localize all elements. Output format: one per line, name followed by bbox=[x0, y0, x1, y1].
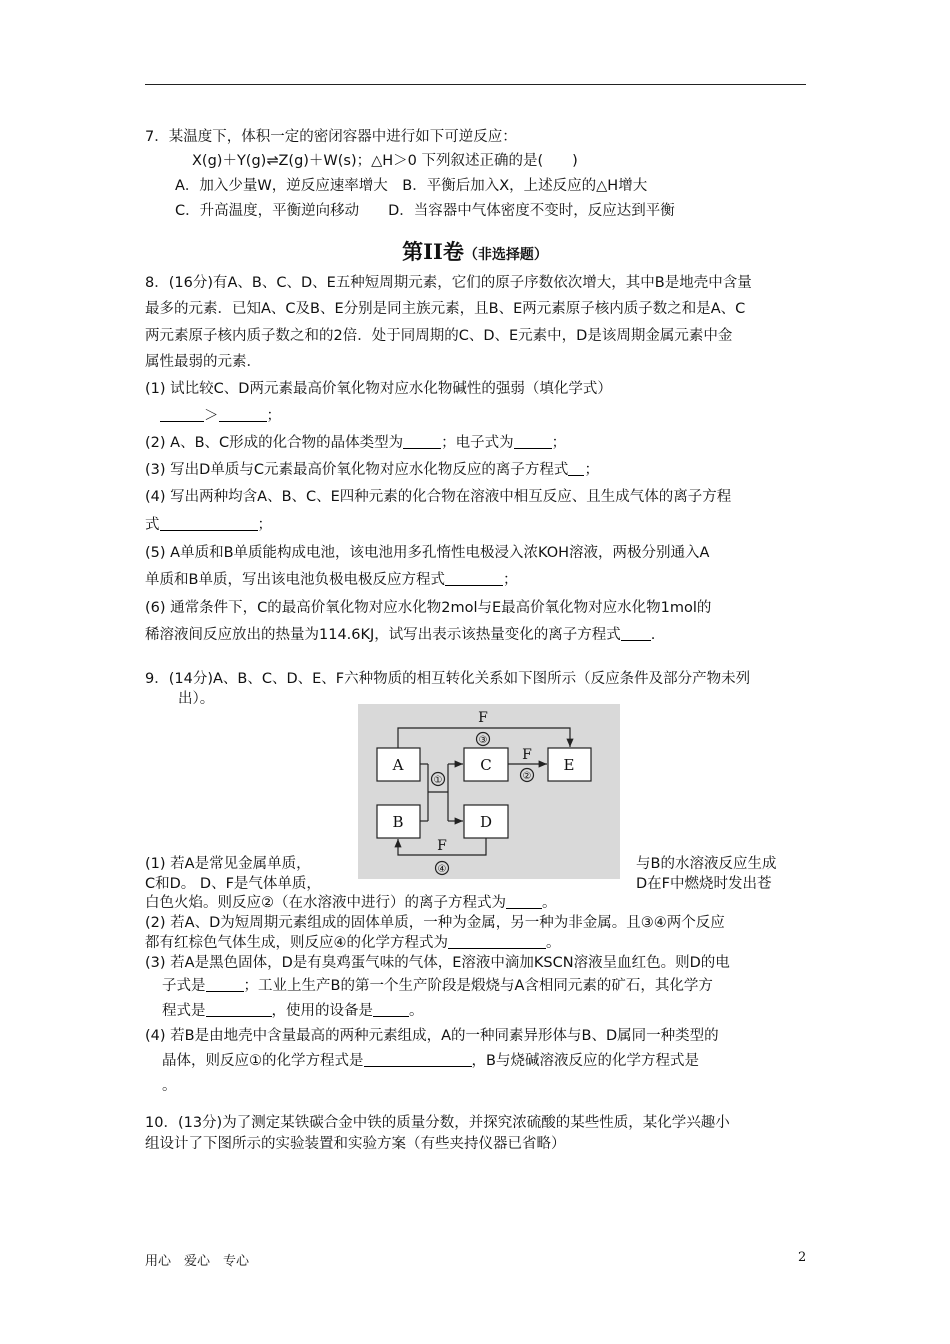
footer-motto: 用心 爱心 专心 bbox=[145, 1254, 250, 1269]
semicolon: ； bbox=[551, 435, 567, 451]
semicolon: ； bbox=[584, 462, 599, 478]
q8-part-2 bbox=[145, 432, 566, 454]
q9-part-4b-mid: ，B与烧碱溶液反应的化学方程式是 bbox=[471, 1053, 699, 1069]
q8-part-1: (1) 试比较C、D两元素最高价氧化物对应水化物碱性的强弱（填化学式） bbox=[145, 381, 612, 397]
q7-options-ab: A．加入少量W，逆反应速率增大 B．平衡后加入X，上述反应的△H增大 bbox=[175, 178, 648, 194]
answer-blank[interactable] bbox=[445, 570, 503, 586]
answer-blank[interactable] bbox=[206, 1001, 272, 1017]
q9-line-1: 9．(14分)A、B、C、D、E、F六种物质的相互转化关系如下图所示（反应条件及部分产物未列 bbox=[145, 671, 751, 687]
q9-part-4c: 。 bbox=[162, 1078, 177, 1094]
answer-blank[interactable] bbox=[448, 933, 546, 949]
period: . bbox=[650, 627, 656, 643]
header-rule bbox=[145, 84, 806, 85]
period: 。 bbox=[542, 895, 557, 911]
q9-part-3b-mid: ；工业上生产B的第一个生产阶段是煅烧与A含相同元素的矿石，其化学方 bbox=[243, 978, 713, 994]
label-a: A bbox=[392, 756, 404, 774]
section-title bbox=[0, 236, 950, 266]
label-e: E bbox=[563, 756, 575, 774]
answer-blank[interactable] bbox=[506, 893, 542, 909]
q8-part-5b-text: 单质和B单质，写出该电池负极电极反应方程式 bbox=[145, 572, 445, 588]
q8-part-4b-text: 式 bbox=[145, 517, 160, 533]
answer-blank[interactable] bbox=[514, 433, 552, 449]
q9-part-3: (3) 若A是黑色固体，D是有臭鸡蛋气味的气体，E溶液中滴加KSCN溶液呈血红色。则D的电 bbox=[145, 955, 730, 971]
q8-part-6b-text: 稀溶液间反应放出的热量为114.6KJ，试写出表示该热量变化的离子方程式 bbox=[145, 627, 621, 643]
reaction-3-marker: ③ bbox=[478, 735, 488, 746]
reaction-4-marker: ④ bbox=[437, 864, 447, 875]
answer-blank[interactable] bbox=[206, 976, 244, 992]
q8-part-2-text-b: ；电子式为 bbox=[441, 435, 514, 451]
q9-part-3b-text: 子式是 bbox=[162, 978, 206, 994]
answer-blank[interactable] bbox=[160, 406, 204, 422]
q9-part-4b-text: 晶体，则反应①的化学方程式是 bbox=[162, 1053, 364, 1069]
q7-equation: X(g)＋Y(g)⇌Z(g)＋W(s)；△H＞0 下列叙述正确的是( ) bbox=[192, 153, 578, 169]
gt-sign: ＞ bbox=[204, 408, 219, 424]
q8-part-1-answer bbox=[160, 405, 281, 427]
label-f-top: F bbox=[478, 710, 488, 726]
q9-part-3c-text: 程式是 bbox=[162, 1003, 206, 1019]
q9-part-1a: (1) 若A是常见金属单质， bbox=[145, 856, 311, 872]
answer-blank[interactable] bbox=[568, 460, 584, 476]
q9-part-3c bbox=[162, 1000, 424, 1022]
q8-part-5b bbox=[145, 569, 517, 591]
q8-part-2-text: (2) A、B、C形成的化合物的晶体类型为 bbox=[145, 435, 404, 451]
q8-line-3: 两元素原子核内质子数之和的2倍．处于同周期的C、D、E元素中，D是该周期金属元素中金 bbox=[145, 328, 733, 344]
q10-line-1: 10．(13分)为了测定某铁碳合金中铁的质量分数，并探究浓硫酸的某些性质，某化学兴趣小 bbox=[145, 1115, 730, 1131]
q9-part-2: (2) 若A、D为短周期元素组成的固体单质，一种为金属，另一种为非金属。且③④两个反应 bbox=[145, 915, 725, 931]
period: 。 bbox=[546, 935, 561, 951]
reaction-diagram-svg bbox=[358, 704, 620, 879]
q9-part-4: (4) 若B是由地壳中含量最高的两种元素组成，A的一种同素异形体与B、D属同一种类型的 bbox=[145, 1028, 719, 1044]
section-title-main: 第II卷 bbox=[402, 239, 464, 264]
section-title-sub: （非选择题） bbox=[463, 247, 548, 263]
q9-part-2b bbox=[145, 932, 561, 954]
q8-part-5: (5) A单质和B单质能构成电池，该电池用多孔惰性电极浸入浓KOH溶液，两极分别通入A bbox=[145, 545, 710, 561]
q9-part-1a-right: 与B的水溶液反应生成 bbox=[636, 856, 777, 872]
answer-blank[interactable] bbox=[373, 1001, 409, 1017]
q8-line-1: 8．(16分)有A、B、C、D、E五种短周期元素，它们的原子序数依次增大，其中B是地壳中含量 bbox=[145, 275, 752, 291]
q9-part-1c bbox=[145, 892, 557, 914]
q8-part-3 bbox=[145, 459, 599, 481]
q8-line-2: 最多的元素．已知A、C及B、E分别是同主族元素，且B、E两元素原子核内质子数之和是A、C bbox=[145, 301, 746, 317]
q9-part-3c-mid: ，使用的设备是 bbox=[271, 1003, 373, 1019]
q9-part-2b-text: 都有红棕色气体生成，则反应④的化学方程式为 bbox=[145, 935, 448, 951]
q9-part-4b bbox=[162, 1050, 699, 1072]
semicolon: ； bbox=[502, 572, 518, 588]
q9-line-2: 出）。 bbox=[178, 691, 215, 707]
semicolon: ； bbox=[257, 517, 272, 533]
q9-part-1b: C和D。 D、F是气体单质， bbox=[145, 876, 321, 892]
label-d: D bbox=[479, 813, 493, 831]
answer-blank[interactable] bbox=[160, 515, 258, 531]
q9-part-1b-right: D在F中燃烧时发出苍 bbox=[636, 876, 772, 892]
answer-blank[interactable] bbox=[621, 625, 651, 641]
q8-part-3-text: (3) 写出D单质与C元素最高价氧化物对应水化物反应的离子方程式 bbox=[145, 462, 569, 478]
q7-options-cd: C．升高温度，平衡逆向移动 D．当容器中气体密度不变时，反应达到平衡 bbox=[175, 203, 675, 219]
reaction-diagram bbox=[358, 704, 620, 879]
reaction-1-marker: ① bbox=[433, 775, 443, 786]
q8-part-6b bbox=[145, 624, 655, 646]
label-c: C bbox=[480, 756, 492, 774]
q8-part-6: (6) 通常条件下，C的最高价氧化物对应水化物2mol与E最高价氧化物对应水化物1mol的 bbox=[145, 600, 712, 616]
answer-blank[interactable] bbox=[403, 433, 441, 449]
label-b: B bbox=[392, 813, 404, 831]
label-f-bottom: F bbox=[437, 838, 447, 854]
period: 。 bbox=[409, 1003, 424, 1019]
q8-part-4: (4) 写出两种均含A、B、C、E四种元素的化合物在溶液中相互反应、且生成气体的离子方程 bbox=[145, 489, 732, 505]
q8-part-4b bbox=[145, 514, 272, 536]
semicolon: ； bbox=[266, 408, 281, 424]
label-f-mid: F bbox=[522, 747, 532, 763]
q9-part-1c-text: 白色火焰。则反应②（在水溶液中进行）的离子方程式为 bbox=[145, 895, 506, 911]
q8-line-4: 属性最弱的元素． bbox=[145, 354, 261, 370]
answer-blank[interactable] bbox=[364, 1051, 472, 1067]
q7-stem: 7．某温度下，体积一定的密闭容器中进行如下可逆反应： bbox=[145, 129, 517, 145]
q10-line-2: 组设计了下图所示的实验装置和实验方案（有些夹持仪器已省略） bbox=[145, 1136, 566, 1152]
q9-part-3b bbox=[162, 975, 713, 997]
answer-blank[interactable] bbox=[219, 406, 267, 422]
page-number: 2 bbox=[798, 1250, 807, 1265]
reaction-2-marker: ② bbox=[522, 771, 532, 782]
